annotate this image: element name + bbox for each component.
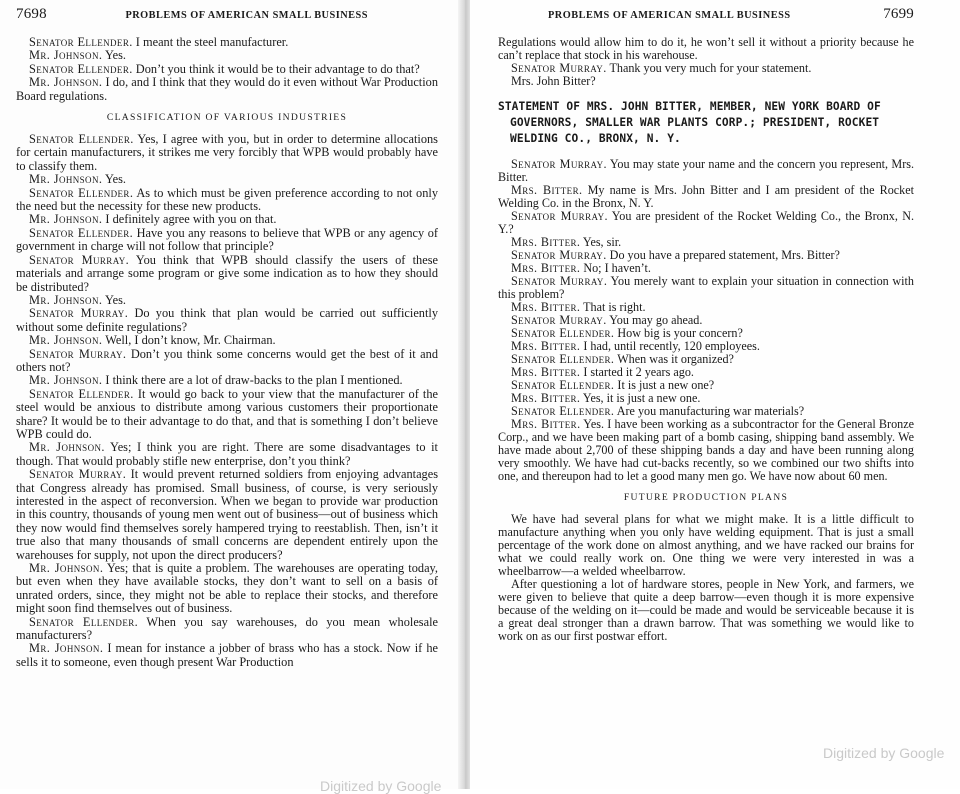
speaker-name: Mrs. Bitter. <box>511 365 581 379</box>
testimony-paragraph <box>498 158 914 184</box>
speaker-name: Senator Ellender. <box>29 185 134 200</box>
testimony-paragraph <box>498 210 914 236</box>
paragraph-text: You think that WPB should classify the users of these materials and arrange some program or give some indication as to how they should be distributed? <box>16 252 438 294</box>
testimony-paragraph <box>16 227 438 254</box>
paragraph-text: After questioning a lot of hardware stores, people in New York, and farmers, we were given to believe that quite a deep barrow—even though it is more expensive because of the welding on it—could be made and would be serviceable because it is a great deal stronger than a drawn barrow. That was something we would like to work on as our first postwar effort. <box>498 577 914 643</box>
testimony-paragraph <box>16 133 438 173</box>
speaker-name: Senator Murray. <box>511 248 607 262</box>
testimony-paragraph <box>16 63 438 76</box>
paragraph-text: Do you think that plan would be carried out sufficiently without some definite regulations? <box>16 306 438 334</box>
section-subheading: CLASSIFICATION OF VARIOUS INDUSTRIES <box>106 112 348 124</box>
paragraph-text: When was it organized? <box>614 352 734 366</box>
statement-heading: STATEMENT OF MRS. JOHN BITTER, MEMBER, NEW YORK BOARD OF GOVERNORS, SMALLER WAR PLANTS CORP.; PRESIDENT, ROCKET WELDING CO., BRONX, N. Y. <box>498 100 881 145</box>
testimony-paragraph <box>498 513 914 578</box>
running-head: PROBLEMS OF AMERICAN SMALL BUSINESS <box>125 10 368 21</box>
speaker-name: Mr. Johnson. <box>29 333 103 348</box>
speaker-name: Mrs. Bitter. <box>511 235 581 249</box>
paragraph-text: Do you have a prepared statement, Mrs. Bitter? <box>606 248 840 262</box>
paragraph-text: Don’t you think some concerns would get the best of it and others not? <box>16 346 438 374</box>
paragraph-text: You are president of the Rocket Welding Co., the Bronx, N. Y.? <box>498 209 914 236</box>
paragraph-text: Yes; that is quite a problem. The warehouses are operating today, but even when they have available stocks, they don’t want to sell on a basis of unrated orders, since, they might not be able to replace their stocks, and therefore might soon find themselves out of business. <box>16 561 438 616</box>
paragraph-text: It would go back to your view that the manufacturer of the steel would be anxious to distribute among various customers their proportionate share? It would be to their advantage to do that, and that is something I don’t believe WPB could do. <box>16 386 438 441</box>
paragraph-text: You may state your name and the concern you represent, Mrs. Bitter. <box>498 157 915 184</box>
paragraph-text: We have had several plans for what we might make. It is a little difficult to manufacture anything when you only have welding equipment. That is just a small percentage of the work done on almost anything, and we have racked our brains for what we could really work on. One thing we were very interested in was a wheelbarrow—a welded wheelbarrow. <box>498 512 914 578</box>
speaker-name: Mrs. Bitter. <box>511 183 583 197</box>
paragraph-text: Mrs. John Bitter? <box>511 74 596 88</box>
testimony-paragraph <box>498 275 914 301</box>
speaker-name: Mrs. Bitter. <box>511 339 581 353</box>
page-number: 7699 <box>883 6 914 22</box>
paragraph-text: I definitely agree with you on that. <box>102 212 277 227</box>
speaker-name: Senator Murray. <box>29 346 127 361</box>
testimony-paragraph <box>498 418 914 483</box>
paragraph-text: My name is Mrs. John Bitter and I am president of the Rocket Welding Co. in the Bronx, N. Y. <box>498 183 914 210</box>
testimony-paragraph <box>16 294 438 307</box>
paragraph-text: When you say warehouses, do you mean wholesale manufacturers? <box>16 614 438 643</box>
paragraph-text: I think there are a lot of draw-backs to the plan I mentioned. <box>102 373 403 388</box>
testimony-paragraph <box>16 348 438 375</box>
digitized-watermark: Digitized by Google <box>320 778 442 794</box>
paragraph-text: I mean for instance a jobber of brass who has a stock. Now if he sells it to someone, even though present War Production <box>16 641 438 669</box>
speaker-name: Senator Ellender. <box>29 386 134 401</box>
paragraph-text: Yes; I think you are right. There are some disadvantages to it though. That would probably stifle new enterprise, don’t you think? <box>16 440 438 468</box>
speaker-name: Senator Murray. <box>511 209 608 223</box>
left-blocks-a <box>16 36 438 103</box>
speaker-name: Senator Ellender. <box>511 326 615 340</box>
speaker-name: Senator Ellender. <box>511 378 615 392</box>
speaker-name: Senator Ellender. <box>29 61 133 76</box>
testimony-paragraph <box>16 36 438 49</box>
paragraph-text: It is just a new one? <box>614 378 715 392</box>
paragraph-text: It would prevent returned soldiers from enjoying advantages that Congress already has promised. Small business, of course, is very seriously interested in the aspect of reconversion. When we began to provide war production in this country, thousands of young men went out of business—out of business which they now would find themselves sorely hampered trying to reestablish. Then, isn’t it true also that many thousands of small concerns are dependent entirely upon the warehouses for supply, not upon the direct producers? <box>16 467 439 562</box>
speaker-name: Senator Murray. <box>29 252 130 267</box>
section-subheading: FUTURE PRODUCTION PLANS <box>623 492 789 503</box>
speaker-name: Mrs. Bitter. <box>511 391 581 405</box>
paragraph-text: Thank you very much for your statement. <box>606 61 812 75</box>
speaker-name: Senator Ellender. <box>29 132 134 147</box>
speaker-name: Senator Murray. <box>511 61 607 75</box>
speaker-name: Mrs. Bitter. <box>511 261 581 275</box>
testimony-paragraph <box>16 562 438 616</box>
speaker-name: Senator Murray. <box>29 467 127 482</box>
testimony-paragraph <box>16 374 438 387</box>
speaker-name: Mr. Johnson. <box>29 292 103 307</box>
left-blocks-b <box>16 133 438 669</box>
paragraph-text: Yes, I agree with you, but in order to determine allocations for certain manufacturers, it strikes me very forcibly that WPB would probably have to classify them. <box>16 132 438 173</box>
paragraph-text: I had, until recently, 120 employees. <box>580 339 760 353</box>
paragraph-text: As to which must be given preference according to not only the need but the necessity for these new products. <box>16 185 438 214</box>
testimony-paragraph <box>16 213 438 226</box>
speaker-name: Mr. Johnson. <box>29 641 104 656</box>
paragraph-text: I do, and I think that they would do it even without War Production Board regulations. <box>16 75 438 103</box>
left-page <box>0 0 462 789</box>
paragraph-text: Yes, sir. <box>580 235 622 249</box>
speaker-name: Senator Murray. <box>29 306 129 321</box>
speaker-name: Mr. Johnson. <box>29 561 104 576</box>
speaker-name: Senator Murray. <box>511 157 607 171</box>
paragraph-text: I meant the steel manufacturer. <box>132 35 289 49</box>
testimony-paragraph <box>16 468 438 562</box>
testimony-paragraph <box>16 388 438 442</box>
paragraph-text: Yes. <box>102 48 127 63</box>
paragraph-text: No; I haven’t. <box>580 261 651 275</box>
paragraph-text: You merely want to explain your situation in connection with this problem? <box>498 274 914 301</box>
right-page-header <box>498 6 914 26</box>
speaker-name: Mr. Johnson. <box>29 75 103 90</box>
page-number: 7698 <box>16 6 47 22</box>
speaker-name: Senator Ellender. <box>29 35 133 49</box>
paragraph-text: That is right. <box>580 300 646 314</box>
paragraph-text: You may go ahead. <box>606 313 703 327</box>
speaker-name: Senator Ellender. <box>511 404 615 418</box>
speaker-name: Senator Ellender. <box>29 225 134 240</box>
left-page-header <box>16 6 438 26</box>
speaker-name: Mrs. Bitter. <box>511 417 581 431</box>
testimony-paragraph <box>16 616 438 643</box>
testimony-paragraph <box>16 334 438 347</box>
paragraph-text: Yes. <box>102 172 127 187</box>
speaker-name: Mr. Johnson. <box>29 373 103 388</box>
running-head: PROBLEMS OF AMERICAN SMALL BUSINESS <box>548 10 791 21</box>
paragraph-text: Yes. <box>102 292 127 307</box>
testimony-paragraph <box>16 307 438 334</box>
continuation-paragraph: Regulations would allow him to do it, he won’t sell it without a priority because he can’t replace that stock in his warehouse. <box>498 35 914 62</box>
paragraph-text: Don’t you think it would be to their advantage to do that? <box>132 61 420 76</box>
testimony-paragraph <box>16 642 438 669</box>
paragraph-text: Well, I don’t know, Mr. Chairman. <box>102 333 276 348</box>
testimony-paragraph <box>498 184 914 210</box>
testimony-paragraph <box>16 441 438 468</box>
right-blocks-b <box>498 158 914 483</box>
testimony-paragraph <box>16 173 438 186</box>
paragraph-text: I started it 2 years ago. <box>580 365 694 379</box>
speaker-name: Senator Murray. <box>511 274 608 288</box>
testimony-paragraph <box>16 187 438 214</box>
speaker-name: Senator Murray. <box>511 313 607 327</box>
speaker-name: Mr. Johnson. <box>29 440 105 455</box>
paragraph-text: Are you manufacturing war materials? <box>614 404 805 418</box>
digitized-watermark: Digitized by Google <box>823 745 945 761</box>
testimony-paragraph <box>16 49 438 62</box>
right-blocks-c <box>498 513 914 643</box>
right-blocks-a <box>498 62 914 88</box>
right-page <box>470 0 960 789</box>
speaker-name: Mr. Johnson. <box>29 48 103 63</box>
speaker-name: Senator Ellender. <box>29 614 139 629</box>
paragraph-text: Yes. I have been working as a subcontractor for the General Bronze Corp., and we have been making part of a bomb casing, shipping band assembly. We have made about 2,700 of these shipping bands a day and have been running along very smoothly. We have had cut-backs recently, so we combined our two shifts into one, and thereupon had to let a good many men go. We have now about 60 men. <box>498 417 914 483</box>
speaker-name: Mr. Johnson. <box>29 212 103 227</box>
testimony-paragraph <box>498 75 914 88</box>
testimony-paragraph <box>498 578 914 643</box>
paragraph-text: Yes, it is just a new one. <box>580 391 701 405</box>
speaker-name: Mrs. Bitter. <box>511 300 581 314</box>
testimony-paragraph <box>16 254 438 294</box>
speaker-name: Senator Ellender. <box>511 352 615 366</box>
paragraph-text: Have you any reasons to believe that WPB or any agency of government in charge will not follow that principle? <box>16 225 438 254</box>
paragraph-text: How big is your concern? <box>614 326 743 340</box>
testimony-paragraph <box>16 76 438 103</box>
speaker-name: Mr. Johnson. <box>29 172 103 187</box>
